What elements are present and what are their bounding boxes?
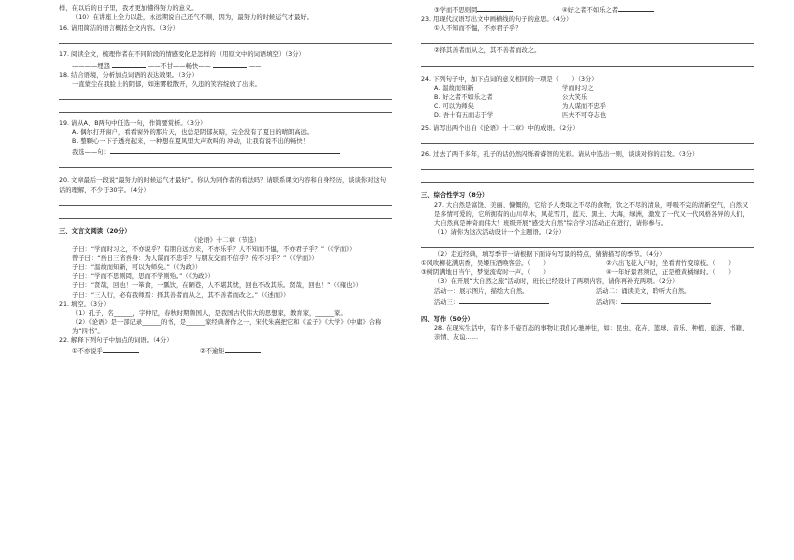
question-22-items xyxy=(59,345,392,356)
question-23-item-2: ②择其善者而从之，其不善者而改之。 xyxy=(434,47,541,55)
section-writing-heading: 四、写作（50分） xyxy=(421,315,474,323)
question-28: 28. 在现实生活中，有许多千姿百态的事物让我们心驰神往，如：昆虫、花卉、篮球、音乐、种植、旅游、书籍、亲情、友谊…… xyxy=(434,324,749,341)
right-column xyxy=(421,4,754,342)
question-26: 26. 过去了两千多年，孔子的话仍然闪烁着睿智的光彩。请从中选出一则，谈谈对你的启发。（3分） xyxy=(421,151,699,159)
q27-activity-row-1: 活动一：展示图片，描绘大自然。 活动二：诵读美文，聆听大自然。 xyxy=(434,287,691,295)
question-27-text: 27. 大自然是富饶、美丽、慷慨的，它给予人类取之不尽的食物，饮之不尽的清泉，呼吸不完的清新空气，自然又是多情可爱的，它所拥有的山川草木，风花雪月，蓝天、黑土、大海，绿洲，激发了一代又一代风格各异的人们，大自然真是神奇而伟大！班级开展“感受大自然”综合学习活动正在进行，请你参与。 xyxy=(434,201,749,227)
question-25: 25. 请写出两个出自《论语》十二章》中的成语。（2分） xyxy=(421,125,579,133)
q22-item-3: ③学而不思则罔 xyxy=(434,4,562,15)
q22-item-2: ②不逾矩 xyxy=(200,345,261,356)
q24-option-b: B. 好之者不如乐之者 公大笑乐 xyxy=(434,93,588,101)
answer-line xyxy=(59,102,392,113)
poem-line-6: 子曰：“三人行，必有我师焉：择其善者而从之，其不善者而改之。”（《述而》） xyxy=(72,291,290,299)
answer-line xyxy=(421,33,754,44)
poem-line-5: 子曰：“贤哉，回也！一箪食，一瓢饮，在陋巷，人不堪其忧，回也不改其乐。贤哉，回也！”（《雍也》） xyxy=(72,282,362,290)
top-items xyxy=(421,4,754,15)
question-17-fill xyxy=(59,60,392,71)
question-19-option-b: B. 整颗心一下子透亮起来，一种想在夏风里大声欢叫的 冲动，让我有说不出的畅快！ xyxy=(72,138,310,146)
question-23: 23. 用现代汉语写出文中画横线的句子的意思。（4分） xyxy=(421,16,573,24)
left-column xyxy=(59,4,392,356)
question-22: 22. 解释下列句子中加点的词语。（4分） xyxy=(59,337,173,345)
answer-line xyxy=(421,133,754,144)
answer-line xyxy=(59,208,392,219)
q22-item-4: ④好之者不如乐之者 xyxy=(562,4,654,15)
poem-line-1: 子曰：“学而时习之，不亦说乎？有朋自远方来，不亦乐乎？人不知而不愠，不亦君子乎？”（《学而》） xyxy=(72,245,356,253)
question-21-part-2: （2）《论语》是一部记录______的书，是______家经典著作之一，宋代朱熹把它和《孟子》《大学》《中庸》合称为“四书”。 xyxy=(72,318,382,335)
question-24: 24. 下列句子中，加下点词的意义相同的一项是（ ）（3分） xyxy=(421,75,598,83)
poem-line-4: 子曰：“学而不思则罔，思而不学则殆。”（《为政》） xyxy=(72,273,214,281)
answer-line xyxy=(59,89,392,100)
section-three-heading: 三、文言文阅读（20分） xyxy=(59,227,131,235)
q24-option-c: C. 可以为师矣 为人谋而不忠乎 xyxy=(434,102,607,110)
answer-line xyxy=(421,237,754,248)
fill-part-2: ——不甘——畅快—— xyxy=(147,62,211,70)
question-18-quote: 一直蒙尘在我脸上的阴郁，如迷雾般散开，久违的笑容绽放了出来。 xyxy=(72,80,261,88)
intro-line-2: （10）在讲座上全力以赴，永远期说自己还气不顺，因为，最努力的时候运气才最好。 xyxy=(72,14,313,22)
question-21-part-1: （1）孔子，名______，字仲尼，春秋时期鲁国人，是我国古代伟大的思想家，教育家，______家。 xyxy=(72,309,347,317)
q24-option-a: A. 温故而知新 学而时习之 xyxy=(434,84,594,92)
answer-line xyxy=(59,195,392,206)
fill-part-3: —— xyxy=(248,62,262,70)
answer-line xyxy=(59,157,392,168)
question-19-option-a: A. 偶尔打开窗户，看看窗外的那片天，也总是阴郁灰暗，完全没有了夏日的晴朗高远。 xyxy=(72,129,314,136)
question-19: 19. 请从A、B两句中任选一句，作简要赏析。（3分） xyxy=(59,119,207,127)
question-17: 17. 阅读全文，梳理作者在不同阶段的情感变化是怎样的（用原文中的词语填空）（3分） xyxy=(59,51,305,59)
q24-option-d: D. 吾十有五而志于学 匹夫不可夺志也 xyxy=(434,112,607,119)
question-16: 16. 请用简洁的语言概括全文内容。（3分） xyxy=(59,25,179,33)
answer-line xyxy=(421,159,754,170)
q27-season-row-2: ③树阴满地日当午，梦觉流莺时一声。（ ） ④一年好景君须记，正是橙黄橘绿时。（ ） xyxy=(421,269,735,277)
intro-line-1: 样，在以后的日子里，我才更加懂得努力的意义。 xyxy=(59,5,198,12)
question-20: 20. 文章最后一段说“最努力的时候运气才最好”。你认为同作者的看法吗？请联系课文内容和自身经历，谈谈你对这句话的理解，不少于30字。（4分） xyxy=(59,177,387,194)
fill-part-1: ————埋怨 xyxy=(72,62,110,70)
question-21: 21. 填空。（3分） xyxy=(59,300,110,308)
poem-line-3: 子曰：“温故而知新，可以为师矣。”（《为政》） xyxy=(72,264,202,272)
section-comprehensive-heading: 三、综合性学习（8分） xyxy=(421,192,489,200)
answer-line xyxy=(421,56,754,67)
question-27-part-1: （1）请你为这次活动设计一个主题语。（2分） xyxy=(434,228,565,236)
question-27-part-2: （2）走近经典，填写季节一请根据下面诗句写景的特点，猜猜描写的季节。（4分） xyxy=(434,251,666,258)
q27-season-row-1: ①风吹柳花满店香，吴姬压酒唤客尝。（ ） ②六出飞花入户时，坐看青竹变琼枝。（ ） xyxy=(421,260,735,268)
question-23-item-1: ①人不知而不愠，不亦君子乎？ xyxy=(434,25,522,33)
question-19-choose xyxy=(59,146,392,157)
question-18: 18. 结合语境，分析加点词语的表达效果。（3分） xyxy=(59,71,198,79)
q22-item-1: ①不亦说乎 xyxy=(72,345,200,356)
poem-title: 《论语》十二章（节选） xyxy=(190,236,261,244)
answer-line xyxy=(421,172,754,183)
poem-line-2: 曾子曰：“吾日三省吾身：为人谋而不忠乎？与朋友交而不信乎？传不习乎？”（《学而》） xyxy=(72,255,318,262)
q27-activity-row-2: 活动三： 活动四： xyxy=(421,296,754,307)
answer-line xyxy=(59,33,392,44)
choose-label: 我选——句： xyxy=(72,149,110,157)
question-27-part-3: （3）在开展“大自然之旅”活动时，班长已经设计了两项内容，请你再补充两项。（2分） xyxy=(434,278,679,286)
